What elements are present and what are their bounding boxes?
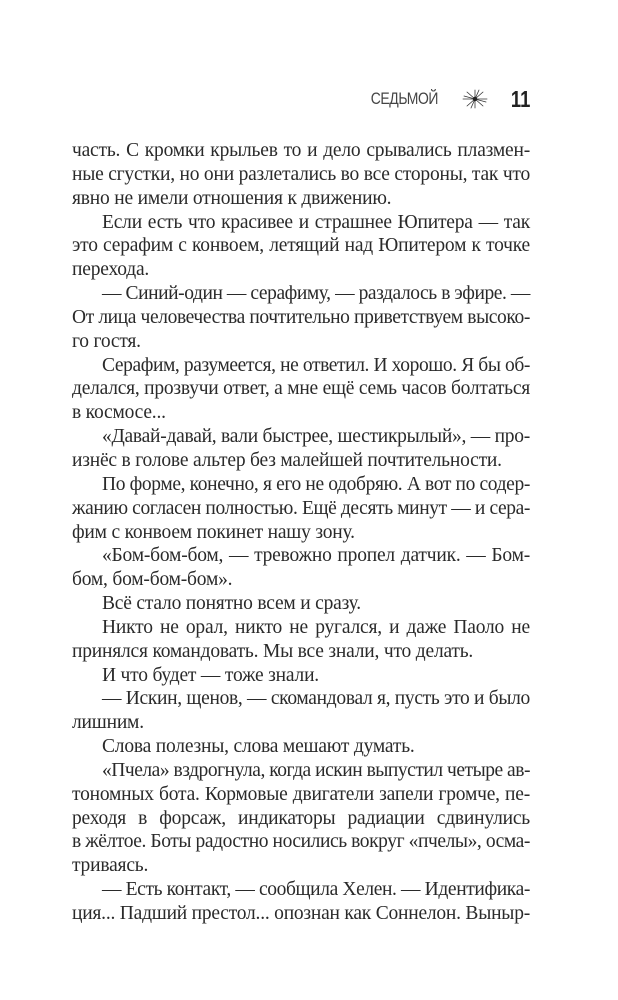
paragraph <box>72 139 530 211</box>
text-line: жанию согласен полностью. Ещё десять минут — и сера- <box>72 497 530 519</box>
text-line: принялся командовать. Мы все знали, что делать. <box>72 640 474 662</box>
paragraph <box>72 878 530 926</box>
text-line: триваясь. <box>72 855 149 877</box>
running-header <box>0 86 530 116</box>
text-line: бом, бом-бом-бом». <box>72 569 233 591</box>
text-line: тономных бота. Кормовые двигатели запели громче, пе- <box>72 783 530 805</box>
text-line: реходя в форсаж, индикаторы радиации сдвинулись <box>72 807 530 829</box>
text-line: часть. С кромки крыльев то и дело срывались плазмен- <box>72 140 530 161</box>
text-line: «Давай-давай, вали быстрее, шестикрылый», — про- <box>102 426 530 448</box>
page-number: 11 <box>510 86 530 112</box>
text-line: «Бом-бом-бом, — тревожно пропел датчик. — Бом- <box>102 545 530 567</box>
text-line: — Искин, щенов, — скомандовал я, пусть это и было <box>102 688 530 710</box>
paragraph <box>72 544 530 592</box>
text-line: делался, прозвучи ответ, а мне ещё семь часов болтаться <box>72 378 530 400</box>
text-line: Никто не орал, никто не ругался, и даже Паоло не <box>102 616 530 638</box>
paragraph <box>72 282 530 354</box>
text-line: изнёс в голове альтер без малейшей почтительности. <box>72 449 502 471</box>
text-line: Всё стало понятно всем и сразу. <box>102 593 361 615</box>
text-line: ция... Падший престол... опознан как Соннелон. Выныр- <box>72 903 530 924</box>
text-line: го гостя. <box>72 330 141 352</box>
star-burst-icon <box>462 86 488 112</box>
paragraph <box>72 211 530 283</box>
paragraph <box>72 616 530 664</box>
paragraph <box>72 473 530 545</box>
paragraph <box>72 354 530 426</box>
text-line: в космосе... <box>72 402 166 424</box>
text-line: Серафим, разумеется, не ответил. И хорошо. Я бы об- <box>102 354 530 376</box>
paragraph <box>72 664 530 688</box>
text-line: лишним. <box>72 712 144 734</box>
text-line: По форме, конечно, я его не одобряю. А вот по содер- <box>102 473 530 495</box>
text-line: фим с конвоем покинет нашу зону. <box>72 521 355 543</box>
text-line: «Пчела» вздрогнула, когда искин выпустил четыре ав- <box>102 759 530 781</box>
paragraph <box>72 592 530 616</box>
chapter-title: СЕДЬМОЙ <box>370 89 438 108</box>
paragraph <box>72 425 530 473</box>
text-line: это серафим с конвоем, летящий над Юпитером к точке <box>72 235 530 257</box>
text-line: перехода. <box>72 259 150 281</box>
text-line: Слова полезны, слова мешают думать. <box>102 736 415 758</box>
paragraph <box>72 759 530 878</box>
text-line: ные сгустки, но они разлетались во все стороны, так что <box>72 163 530 185</box>
text-line: И что будет — тоже знали. <box>102 664 319 686</box>
paragraph <box>72 687 530 735</box>
text-line: в жёлтое. Боты радостно носились вокруг «пчелы», осма- <box>72 831 530 853</box>
text-line: Если есть что красивее и страшнее Юпитера — так <box>102 211 530 233</box>
text-line: явно не имели отношения к движению. <box>72 187 392 209</box>
book-text <box>72 139 530 926</box>
text-line: От лица человечества почтительно приветствуем высоко- <box>72 306 530 328</box>
paragraph <box>72 735 530 759</box>
text-line: — Синий-один — серафиму, — раздалось в эфире. — <box>102 283 530 305</box>
text-line: — Есть контакт, — сообщила Хелен. — Идентифика- <box>102 879 530 901</box>
